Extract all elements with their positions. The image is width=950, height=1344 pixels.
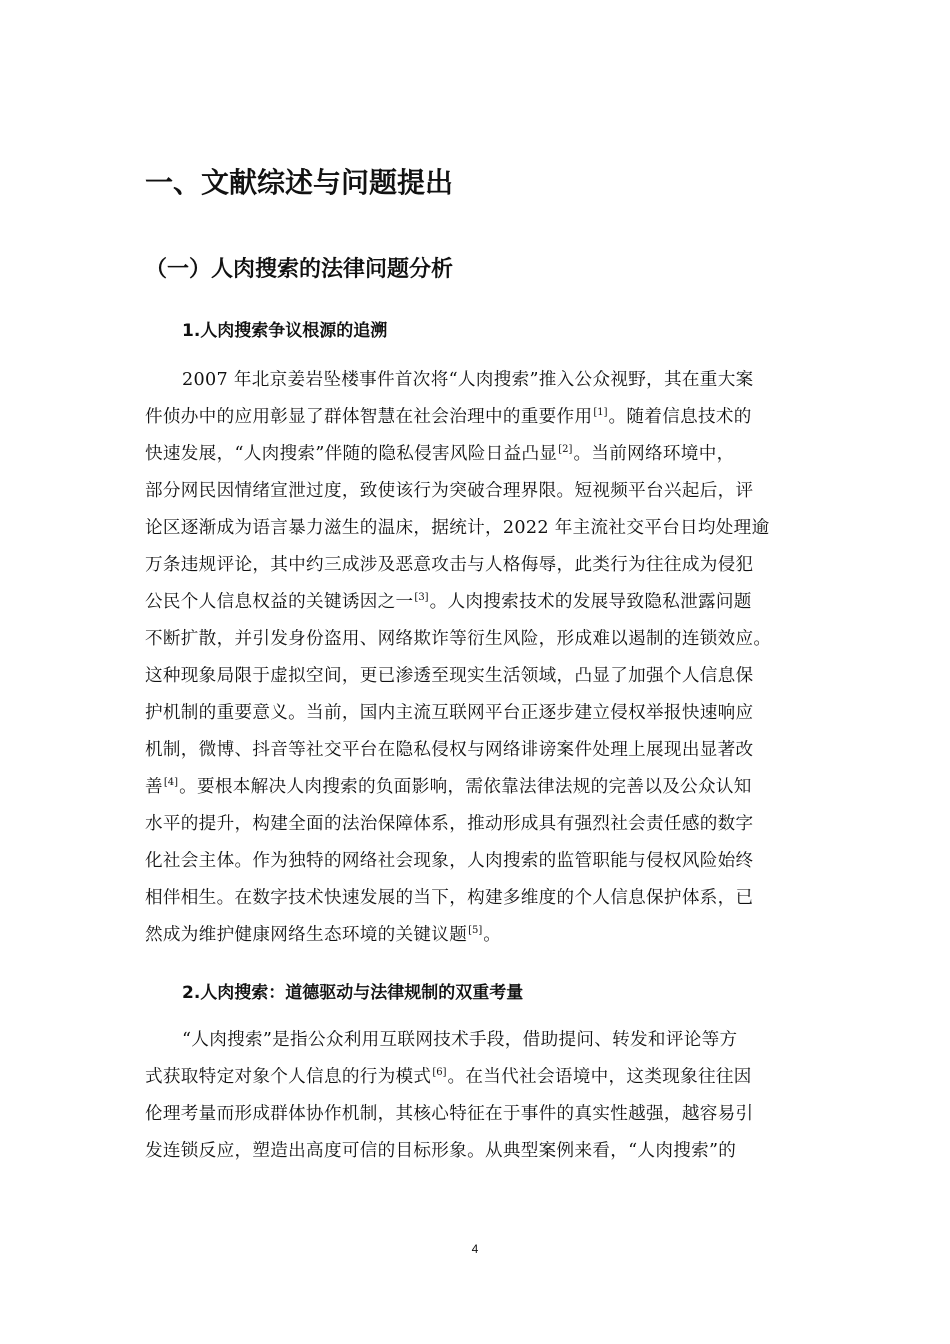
text-segment: 件侦办中的应用彰显了群体智慧在社会治理中的重要作用 bbox=[145, 407, 593, 427]
citation-ref: [3] bbox=[414, 592, 429, 604]
chapter-heading: 一、文献综述与问题提出 bbox=[145, 166, 454, 199]
text-segment: 。当前网络环境中， bbox=[573, 444, 735, 464]
text-segment: 万条违规评论，其中约三成涉及恶意攻击与人格侮辱，此类行为往往成为侵犯 bbox=[145, 555, 754, 575]
text-segment: 这种现象局限于虚拟空间，更已渗透至现实生活领域，凸显了加强个人信息保 bbox=[145, 666, 754, 686]
text-segment: 机制，微博、抖音等社交平台在隐私侵权与网络诽谤案件处理上展现出显著改 bbox=[145, 740, 754, 760]
text-line bbox=[145, 732, 825, 769]
text-line bbox=[145, 769, 825, 806]
section-heading: （一）人肉搜索的法律问题分析 bbox=[145, 257, 454, 282]
text-segment: 部分网民因情绪宣泄过度，致使该行为突破合理界限。短视频平台兴起后，评 bbox=[145, 481, 754, 501]
text-segment: 。在当代社会语境中，这类现象往往因 bbox=[447, 1067, 752, 1087]
citation-ref: [5] bbox=[468, 925, 483, 937]
text-line bbox=[145, 547, 825, 584]
citation-ref: [2] bbox=[558, 444, 573, 456]
text-line bbox=[145, 399, 825, 436]
text-segment: 论区逐渐成为语言暴力滋生的温床，据统计，2022 年主流社交平台日均处理逾 bbox=[145, 518, 770, 538]
text-line bbox=[145, 436, 825, 473]
text-line bbox=[145, 806, 825, 843]
text-line bbox=[145, 621, 825, 658]
text-line bbox=[145, 362, 825, 399]
text-line bbox=[145, 695, 825, 732]
text-segment: 式获取特定对象个人信息的行为模式 bbox=[145, 1067, 432, 1087]
text-segment: 伦理考量而形成群体协作机制，其核心特征在于事件的真实性越强，越容易引 bbox=[145, 1104, 754, 1124]
text-line bbox=[145, 473, 825, 510]
text-segment: 化社会主体。作为独特的网络社会现象，人肉搜索的监管职能与侵权风险始终 bbox=[145, 851, 754, 871]
text-line bbox=[145, 1059, 825, 1096]
text-line bbox=[145, 1133, 825, 1170]
text-line bbox=[145, 1096, 825, 1133]
text-segment: 。人肉搜索技术的发展导致隐私泄露问题 bbox=[429, 592, 752, 612]
text-segment: 公民个人信息权益的关键诱因之一 bbox=[145, 592, 414, 612]
text-segment: 护机制的重要意义。当前，国内主流互联网平台正逐步建立侵权举报快速响应 bbox=[145, 703, 754, 723]
text-segment: 发连锁反应，塑造出高度可信的目标形象。从典型案例来看，“人肉搜索”的 bbox=[145, 1141, 737, 1161]
text-segment: 。随着信息技术的 bbox=[608, 407, 752, 427]
paragraph-2 bbox=[145, 1022, 825, 1170]
text-line bbox=[145, 584, 825, 621]
text-segment: 。要根本解决人肉搜索的负面影响，需依靠法律法规的完善以及公众认知 bbox=[179, 777, 752, 797]
text-line bbox=[145, 658, 825, 695]
subsection-heading-1: 1.人肉搜索争议根源的追溯 bbox=[182, 321, 388, 341]
text-line bbox=[145, 880, 825, 917]
paragraph-1 bbox=[145, 362, 825, 954]
citation-ref: [1] bbox=[593, 407, 608, 419]
page-number: 4 bbox=[471, 1242, 479, 1256]
text-segment: 2007 年北京姜岩坠楼事件首次将“人肉搜索”推入公众视野，其在重大案 bbox=[182, 370, 754, 390]
text-segment: 水平的提升，构建全面的法治保障体系，推动形成具有强烈社会责任感的数字 bbox=[145, 814, 754, 834]
text-segment: 然成为维护健康网络生态环境的关键议题 bbox=[145, 925, 468, 945]
text-segment: 不断扩散，并引发身份盗用、网络欺诈等衍生风险，形成难以遏制的连锁效应。 bbox=[145, 629, 772, 649]
text-segment: 相伴相生。在数字技术快速发展的当下，构建多维度的个人信息保护体系，已 bbox=[145, 888, 754, 908]
text-line bbox=[145, 1022, 825, 1059]
text-segment: 快速发展，“人肉搜索”伴随的隐私侵害风险日益凸显 bbox=[145, 444, 558, 464]
citation-ref: [6] bbox=[432, 1067, 447, 1079]
text-line bbox=[145, 510, 825, 547]
text-line bbox=[145, 917, 825, 954]
text-segment: 善 bbox=[145, 777, 163, 797]
text-line bbox=[145, 843, 825, 880]
text-segment: 。 bbox=[483, 925, 502, 945]
citation-ref: [4] bbox=[163, 777, 179, 789]
subsection-heading-2: 2.人肉搜索：道德驱动与法律规制的双重考量 bbox=[182, 983, 524, 1003]
text-segment: “人肉搜索”是指公众利用互联网技术手段，借助提问、转发和评论等方 bbox=[182, 1030, 738, 1050]
